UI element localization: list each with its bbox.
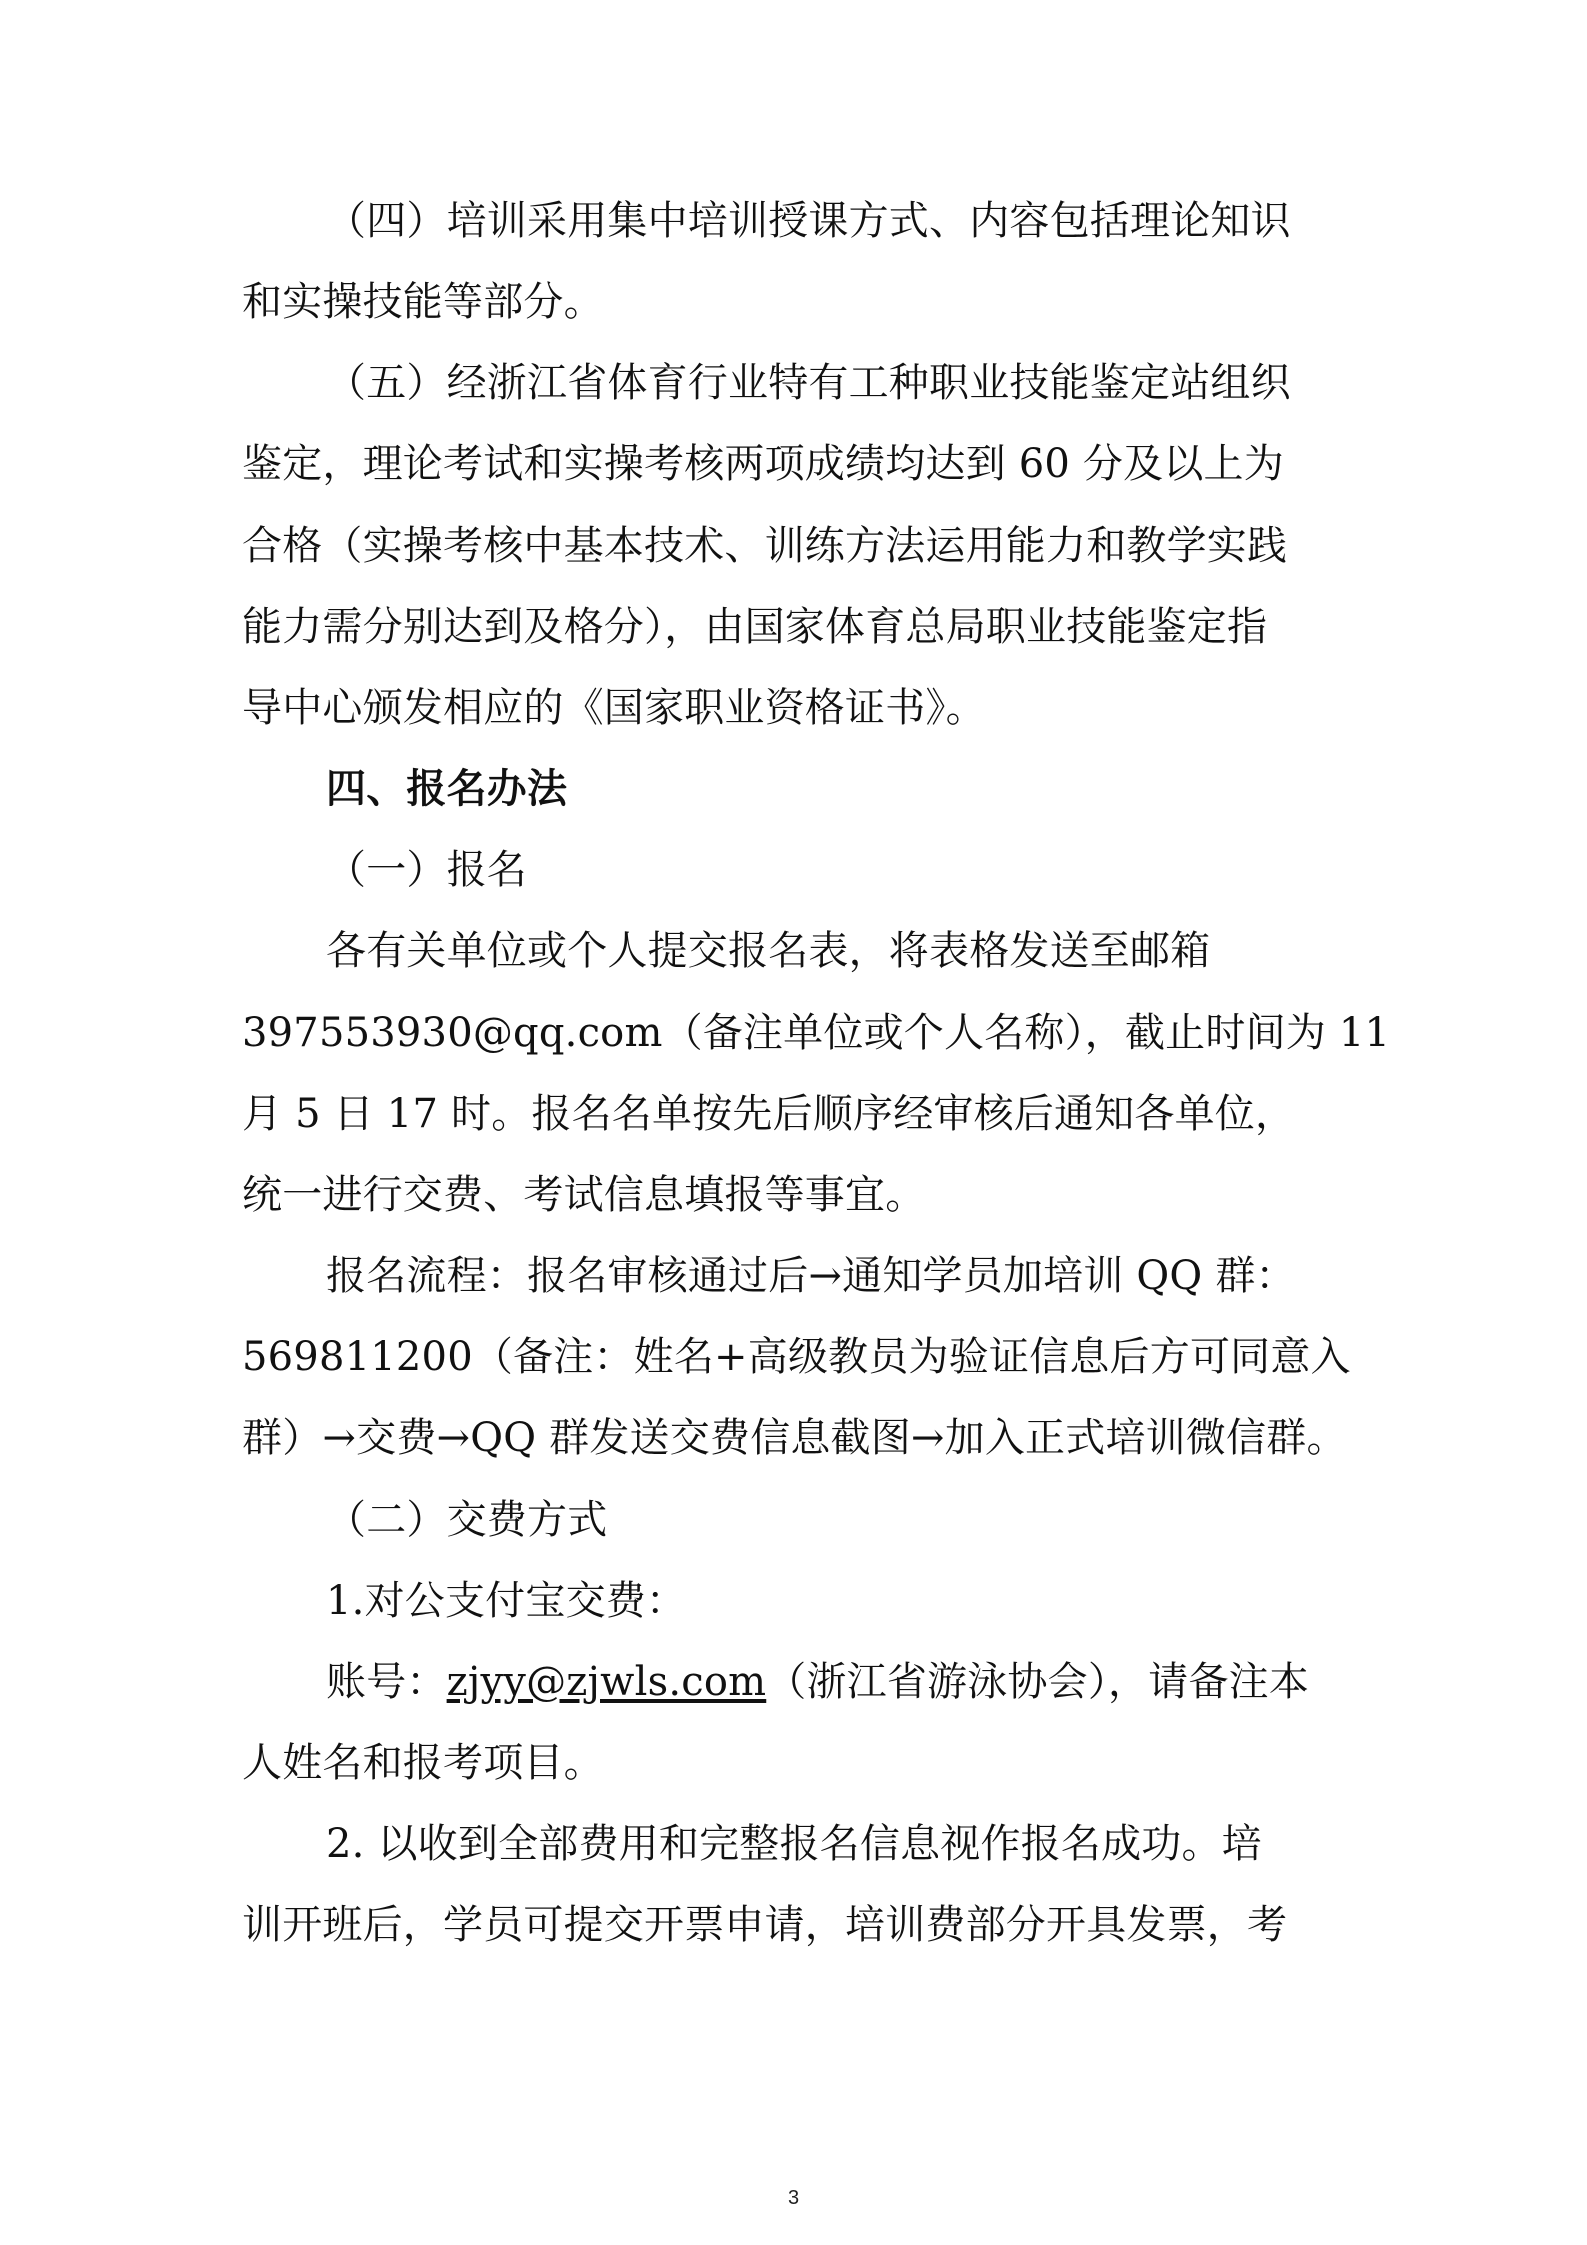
paragraph-line: （四）培训采用集中培训授课方式、内容包括理论知识 bbox=[326, 198, 1291, 244]
paragraph-line: 和实操技能等部分。 bbox=[242, 279, 604, 325]
account-line bbox=[326, 1658, 1309, 1706]
account-label: 账号： bbox=[326, 1659, 447, 1705]
paragraph-line: 各有关单位或个人提交报名表，将表格发送至邮箱 bbox=[326, 928, 1211, 974]
section-heading: 四、报名办法 bbox=[326, 766, 568, 812]
paragraph-line: 鉴定，理论考试和实操考核两项成绩均达到 60 分及以上为 bbox=[242, 441, 1284, 487]
paragraph-line: 人姓名和报考项目。 bbox=[242, 1740, 604, 1786]
paragraph-line: 训开班后，学员可提交开票申请，培训费部分开具发票，考 bbox=[242, 1902, 1288, 1948]
paragraph-line: 能力需分别达到及格分），由国家体育总局职业技能鉴定指 bbox=[242, 604, 1268, 650]
account-note: （浙江省游泳协会），请备注本 bbox=[766, 1659, 1310, 1705]
paragraph-line: 569811200（备注：姓名+高级教员为验证信息后方可同意入 bbox=[242, 1334, 1351, 1380]
paragraph-line: 397553930@qq.com（备注单位或个人名称），截止时间为 11 bbox=[242, 1010, 1391, 1056]
paragraph-line: 统一进行交费、考试信息填报等事宜。 bbox=[242, 1172, 926, 1218]
page-number: 3 bbox=[787, 2187, 800, 2209]
paragraph-line: 2. 以收到全部费用和完整报名信息视作报名成功。培 bbox=[326, 1821, 1262, 1867]
paragraph-line: 群）→交费→QQ 群发送交费信息截图→加入正式培训微信群。 bbox=[242, 1415, 1347, 1461]
paragraph-line: 1.对公支付宝交费： bbox=[326, 1578, 687, 1624]
subsection-heading: （一）报名 bbox=[326, 847, 527, 893]
subsection-heading: （二）交费方式 bbox=[326, 1497, 608, 1543]
paragraph-line: 月 5 日 17 时。报名名单按先后顺序经审核后通知各单位， bbox=[242, 1091, 1296, 1137]
paragraph-line: （五）经浙江省体育行业特有工种职业技能鉴定站组织 bbox=[326, 360, 1291, 406]
paragraph-line: 导中心颁发相应的《国家职业资格证书》。 bbox=[242, 685, 986, 731]
paragraph-line: 合格（实操考核中基本技术、训练方法运用能力和教学实践 bbox=[242, 523, 1288, 569]
paragraph-line: 报名流程：报名审核通过后→通知学员加培训 QQ 群： bbox=[326, 1253, 1296, 1299]
account-email-link[interactable]: zjyy@zjwls.com bbox=[446, 1659, 767, 1705]
